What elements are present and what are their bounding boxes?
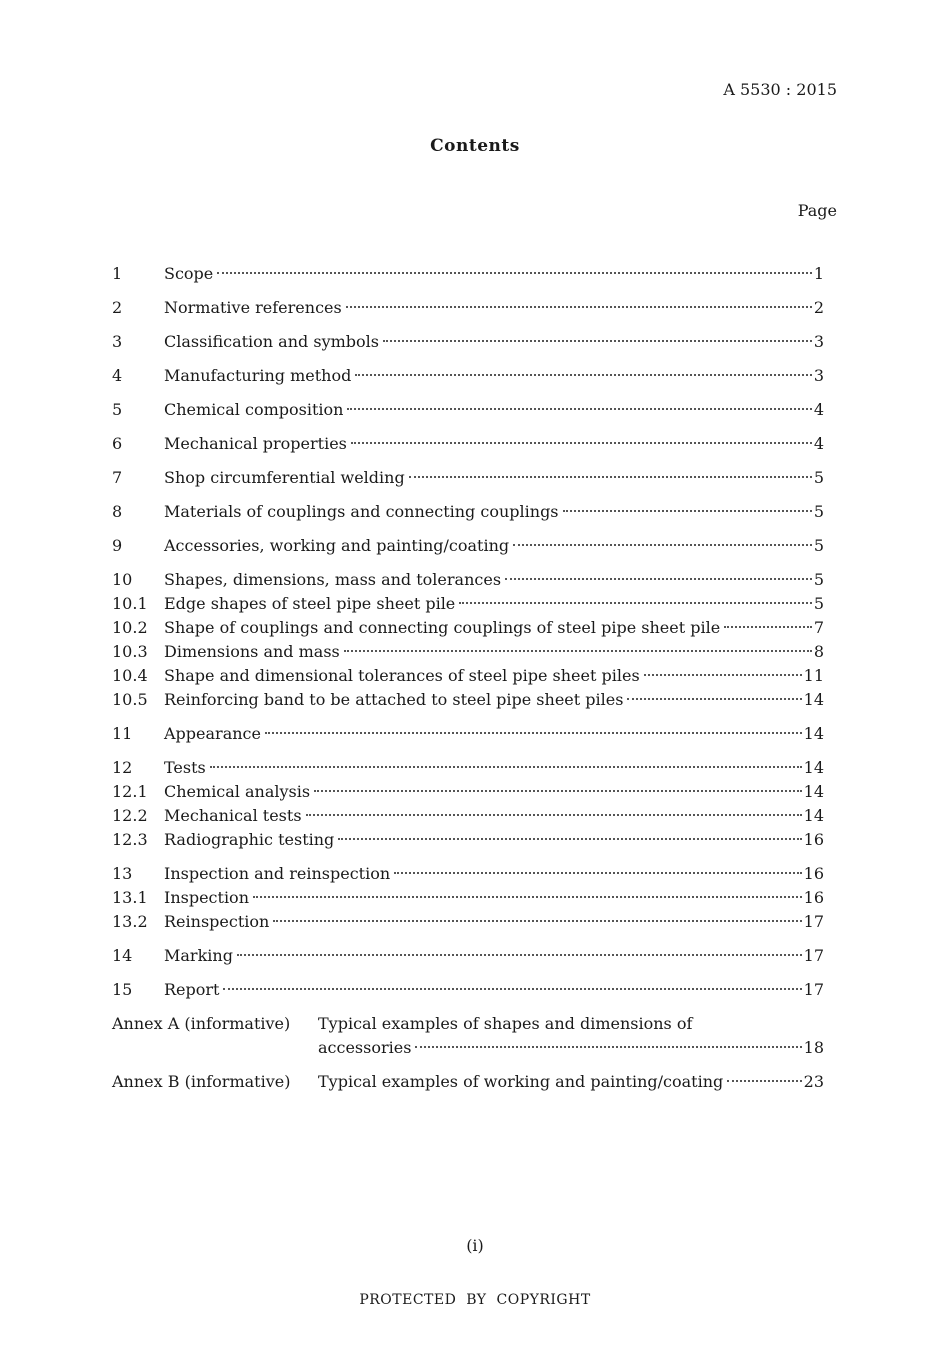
toc-entry[interactable]: [112, 640, 824, 664]
toc-entry[interactable]: [112, 592, 824, 616]
leader-dots: [210, 766, 802, 768]
leader-dots: [265, 732, 802, 734]
toc-entry-page: 4: [813, 400, 824, 419]
toc-entry-title: Mechanical tests: [164, 806, 302, 825]
toc-entry-page: 2: [813, 298, 824, 317]
toc-entry-title: Chemical composition: [164, 400, 344, 419]
toc-entry[interactable]: [112, 364, 824, 388]
toc-entry-page: 16: [803, 888, 824, 907]
toc-entry[interactable]: [112, 780, 824, 804]
leader-dots: [273, 920, 801, 922]
toc-entry[interactable]: [112, 534, 824, 558]
page-title: Contents: [430, 136, 520, 156]
toc-entry-title: Shape and dimensional tolerances of steel pipe sheet piles: [164, 666, 640, 685]
document-id: A 5530 : 2015: [723, 80, 837, 99]
toc-entry[interactable]: [112, 886, 824, 910]
toc-entry-title: Edge shapes of steel pipe sheet pile: [164, 594, 456, 613]
toc-entry-number: 10.1: [112, 594, 148, 613]
toc-entry-title: Shapes, dimensions, mass and tolerances: [164, 570, 502, 589]
toc-entry[interactable]: [112, 568, 824, 592]
leader-dots: [513, 544, 812, 546]
toc-entry-title: Appearance: [164, 724, 261, 743]
toc-entry-number: 13.1: [112, 888, 148, 907]
leader-dots: [217, 272, 812, 274]
annex-label: Annex A (informative): [112, 1014, 291, 1033]
toc-entry-number: 2: [112, 298, 123, 317]
toc-entry-title: Accessories, working and painting/coating: [164, 536, 510, 555]
leader-dots: [459, 602, 812, 604]
toc-entry[interactable]: [112, 944, 824, 968]
toc-entry-page: 5: [813, 502, 824, 521]
toc-entry-page: 3: [813, 332, 824, 351]
toc-entry-number: 13.2: [112, 912, 148, 931]
toc-entry-page: 17: [803, 946, 824, 965]
toc-entry-title: Reinforcing band to be attached to steel pipe sheet piles: [164, 690, 624, 709]
page-number: (i): [466, 1236, 484, 1255]
leader-dots: [727, 1080, 801, 1082]
toc-entry-title: Materials of couplings and connecting couplings: [164, 502, 559, 521]
toc-entry[interactable]: [112, 262, 824, 286]
toc-entry-page: 3: [813, 366, 824, 385]
toc-entry-page: 5: [813, 468, 824, 487]
toc-entry-number: 10.4: [112, 666, 148, 685]
toc-entry-number: 4: [112, 366, 123, 385]
toc-entry-page: 14: [803, 758, 824, 777]
toc-entry[interactable]: [112, 616, 824, 640]
toc-entry-page: 1: [813, 264, 824, 283]
leader-dots: [347, 408, 811, 410]
toc-entry-page: 7: [813, 618, 824, 637]
toc-entry-page: 16: [803, 830, 824, 849]
toc-entry[interactable]: [112, 466, 824, 490]
toc-entry-number: 9: [112, 536, 123, 555]
toc-entry-title: Marking: [164, 946, 233, 965]
toc-entry-page: 14: [803, 782, 824, 801]
toc-entry-title: Manufacturing method: [164, 366, 352, 385]
toc-entry-number: 12.3: [112, 830, 148, 849]
toc-entry[interactable]: [112, 688, 824, 712]
leader-dots: [314, 790, 802, 792]
leader-dots: [627, 698, 801, 700]
annex-label: Annex B (informative): [112, 1072, 291, 1091]
toc-entry[interactable]: [112, 398, 824, 422]
page-column-label: Page: [797, 201, 837, 220]
toc-entry-number: 10: [112, 570, 133, 589]
toc-entry[interactable]: [112, 804, 824, 828]
toc-entry-title: Classification and symbols: [164, 332, 379, 351]
toc-entry-page: 5: [813, 536, 824, 555]
toc-entry[interactable]: [112, 910, 824, 934]
annex-page-number: 18: [803, 1038, 824, 1057]
toc-entry-page: 11: [803, 666, 824, 685]
toc-entry-number: 13: [112, 864, 133, 883]
toc-entry-number: 12.2: [112, 806, 148, 825]
toc-entry-title: Scope: [164, 264, 214, 283]
toc-entry-page: 8: [813, 642, 824, 661]
toc-entry-page: 5: [813, 594, 824, 613]
toc-entry-number: 14: [112, 946, 133, 965]
toc-entry-title: Chemical analysis: [164, 782, 311, 801]
leader-dots: [415, 1046, 801, 1048]
toc-entry-number: 1: [112, 264, 123, 283]
toc-entry[interactable]: [112, 296, 824, 320]
leader-dots: [394, 872, 801, 874]
toc-entry[interactable]: [112, 828, 824, 852]
leader-dots: [383, 340, 812, 342]
toc-entry-title: Radiographic testing: [164, 830, 335, 849]
leader-dots: [344, 650, 812, 652]
toc-entry[interactable]: [112, 862, 824, 886]
toc-entry-title: Tests: [164, 758, 206, 777]
toc-entry-title: Reinspection: [164, 912, 270, 931]
toc-entry-page: 14: [803, 806, 824, 825]
leader-dots: [724, 626, 812, 628]
toc-entry-page: 17: [803, 912, 824, 931]
leader-dots: [306, 814, 802, 816]
leader-dots: [355, 374, 811, 376]
toc-entry-number: 15: [112, 980, 133, 999]
annex-title: Typical examples of working and painting/coating: [318, 1072, 724, 1091]
toc-entry-page: 16: [803, 864, 824, 883]
toc-entry-number: 5: [112, 400, 123, 419]
leader-dots: [237, 954, 802, 956]
toc-entry-number: 6: [112, 434, 123, 453]
annex-a-entry[interactable]: [112, 1012, 824, 1060]
toc-entry[interactable]: [112, 756, 824, 780]
toc-entry[interactable]: [112, 500, 824, 524]
toc-entry-page: 5: [813, 570, 824, 589]
annex-title: Typical examples of shapes and dimensions of: [318, 1014, 693, 1033]
toc-entry-page: 14: [803, 724, 824, 743]
leader-dots: [338, 838, 801, 840]
leader-dots: [346, 306, 812, 308]
leader-dots: [563, 510, 812, 512]
toc-entry-page: 17: [803, 980, 824, 999]
leader-dots: [223, 988, 801, 990]
toc-entry-title: Inspection: [164, 888, 249, 907]
toc-entry-number: 12: [112, 758, 133, 777]
annex-b-entry[interactable]: [112, 1070, 824, 1094]
toc-entry-number: 8: [112, 502, 123, 521]
leader-dots: [505, 578, 812, 580]
toc-entry-page: 4: [813, 434, 824, 453]
leader-dots: [253, 896, 802, 898]
toc-entry-number: 10.5: [112, 690, 148, 709]
toc-entry[interactable]: [112, 664, 824, 688]
toc-entry-title: Dimensions and mass: [164, 642, 340, 661]
toc-entry-page: 14: [803, 690, 824, 709]
toc-entry-title: Shop circumferential welding: [164, 468, 405, 487]
toc-entry-number: 11: [112, 724, 133, 743]
toc-entry[interactable]: [112, 432, 824, 456]
toc-entry[interactable]: [112, 978, 824, 1002]
toc-entry-number: 7: [112, 468, 123, 487]
toc-entry-title: Report: [164, 980, 220, 999]
toc-entry[interactable]: [112, 330, 824, 354]
annex-page-number: 23: [803, 1072, 824, 1091]
leader-dots: [409, 476, 812, 478]
leader-dots: [644, 674, 802, 676]
toc-entry-number: 10.3: [112, 642, 148, 661]
toc-entry-title: Normative references: [164, 298, 342, 317]
toc-entry-number: 12.1: [112, 782, 148, 801]
annex-title-continued: accessories: [318, 1038, 412, 1057]
toc-entry-number: 3: [112, 332, 123, 351]
toc-entry[interactable]: [112, 722, 824, 746]
leader-dots: [351, 442, 812, 444]
copyright-notice: PROTECTED BY COPYRIGHT: [359, 1292, 591, 1308]
table-of-contents: [112, 262, 824, 1094]
toc-entry-title: Inspection and reinspection: [164, 864, 391, 883]
toc-entry-number: 10.2: [112, 618, 148, 637]
toc-entry-title: Mechanical properties: [164, 434, 347, 453]
toc-entry-title: Shape of couplings and connecting couplings of steel pipe sheet pile: [164, 618, 721, 637]
